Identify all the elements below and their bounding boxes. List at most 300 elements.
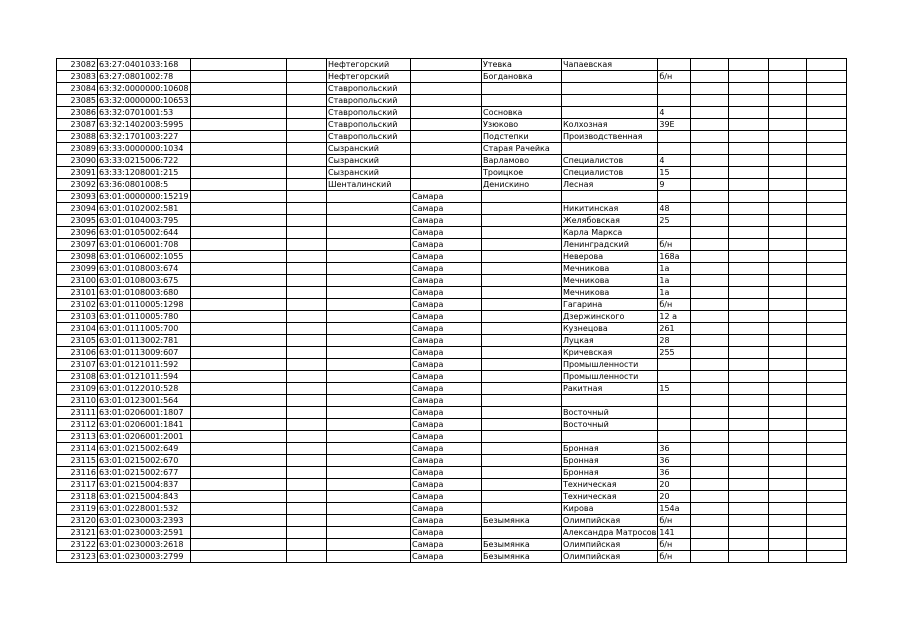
blank-cell bbox=[191, 491, 287, 503]
blank-cell bbox=[691, 95, 729, 107]
settlement-cell bbox=[482, 335, 562, 347]
district-cell bbox=[327, 275, 411, 287]
house-cell: 36 bbox=[658, 443, 691, 455]
blank-cell bbox=[287, 371, 327, 383]
blank-cell bbox=[287, 359, 327, 371]
row-number-cell: 23120 bbox=[57, 515, 98, 527]
blank-cell bbox=[191, 323, 287, 335]
settlement-cell bbox=[482, 347, 562, 359]
blank-cell bbox=[191, 239, 287, 251]
blank-cell bbox=[769, 215, 807, 227]
street-cell bbox=[562, 395, 658, 407]
district-cell bbox=[327, 455, 411, 467]
blank-cell bbox=[691, 143, 729, 155]
blank-cell bbox=[691, 227, 729, 239]
settlement-cell bbox=[482, 491, 562, 503]
street-cell bbox=[562, 431, 658, 443]
blank-cell bbox=[729, 539, 769, 551]
blank-cell bbox=[769, 479, 807, 491]
street-cell: Кричевская bbox=[562, 347, 658, 359]
city-cell bbox=[411, 143, 482, 155]
blank-cell bbox=[807, 191, 847, 203]
blank-cell bbox=[769, 551, 807, 563]
district-cell: Шенталинский bbox=[327, 179, 411, 191]
settlement-cell: Сосновка bbox=[482, 107, 562, 119]
blank-cell bbox=[729, 275, 769, 287]
row-number-cell: 23104 bbox=[57, 323, 98, 335]
blank-cell bbox=[769, 143, 807, 155]
blank-cell bbox=[807, 59, 847, 71]
city-cell: Самара bbox=[411, 479, 482, 491]
settlement-cell bbox=[482, 251, 562, 263]
blank-cell bbox=[287, 275, 327, 287]
blank-cell bbox=[691, 407, 729, 419]
table-row bbox=[57, 347, 847, 359]
blank-cell bbox=[729, 263, 769, 275]
cadastral-number-cell: 63:01:0104003:795 bbox=[98, 215, 191, 227]
blank-cell bbox=[287, 299, 327, 311]
blank-cell bbox=[691, 431, 729, 443]
house-cell bbox=[658, 95, 691, 107]
street-cell: Кузнецова bbox=[562, 323, 658, 335]
blank-cell bbox=[287, 455, 327, 467]
cadastral-number-cell: 63:33:0215006:722 bbox=[98, 155, 191, 167]
blank-cell bbox=[729, 527, 769, 539]
blank-cell bbox=[769, 323, 807, 335]
blank-cell bbox=[769, 155, 807, 167]
street-cell: Карла Маркса bbox=[562, 227, 658, 239]
blank-cell bbox=[287, 215, 327, 227]
blank-cell bbox=[191, 359, 287, 371]
blank-cell bbox=[807, 383, 847, 395]
table-row bbox=[57, 419, 847, 431]
blank-cell bbox=[287, 191, 327, 203]
blank-cell bbox=[691, 347, 729, 359]
cadastral-number-cell: 63:32:0000000:10608 bbox=[99, 84, 189, 93]
city-cell: Самара bbox=[411, 311, 482, 323]
street-cell: Ленинградский bbox=[562, 239, 658, 251]
blank-cell bbox=[769, 515, 807, 527]
cadastral-number-cell: 63:01:0102002:581 bbox=[98, 203, 191, 215]
table-row bbox=[57, 455, 847, 467]
blank-cell bbox=[191, 467, 287, 479]
street-cell: Кирова bbox=[562, 503, 658, 515]
street-cell: Специалистов bbox=[562, 155, 658, 167]
blank-cell bbox=[807, 467, 847, 479]
street-cell bbox=[562, 143, 658, 155]
blank-cell bbox=[729, 431, 769, 443]
house-cell bbox=[658, 359, 691, 371]
blank-cell bbox=[191, 299, 287, 311]
blank-cell bbox=[191, 335, 287, 347]
district-cell bbox=[327, 407, 411, 419]
house-cell: 1а bbox=[658, 263, 691, 275]
table-row bbox=[57, 383, 847, 395]
street-cell: Колхозная bbox=[562, 119, 658, 131]
row-number-cell: 23100 bbox=[57, 275, 98, 287]
blank-cell bbox=[807, 407, 847, 419]
row-number-cell: 23109 bbox=[57, 383, 98, 395]
district-cell: Сызранский bbox=[327, 167, 411, 179]
table-row bbox=[57, 95, 847, 107]
city-cell bbox=[411, 131, 482, 143]
blank-cell bbox=[807, 107, 847, 119]
city-cell: Самара bbox=[411, 443, 482, 455]
blank-cell bbox=[769, 383, 807, 395]
house-cell: 1а bbox=[658, 287, 691, 299]
settlement-cell bbox=[482, 323, 562, 335]
blank-cell bbox=[729, 95, 769, 107]
street-cell bbox=[562, 83, 658, 95]
district-cell bbox=[327, 347, 411, 359]
row-number-cell: 23114 bbox=[57, 443, 98, 455]
row-number-cell: 23099 bbox=[57, 263, 98, 275]
blank-cell bbox=[287, 95, 327, 107]
blank-cell bbox=[191, 395, 287, 407]
table-row bbox=[57, 191, 847, 203]
table-row bbox=[57, 275, 847, 287]
blank-cell bbox=[807, 251, 847, 263]
settlement-cell bbox=[482, 275, 562, 287]
blank-cell bbox=[287, 155, 327, 167]
house-cell: 12 а bbox=[658, 311, 691, 323]
blank-cell bbox=[191, 527, 287, 539]
house-cell: 20 bbox=[658, 491, 691, 503]
blank-cell bbox=[287, 143, 327, 155]
city-cell: Самара bbox=[411, 359, 482, 371]
table-row bbox=[57, 143, 847, 155]
blank-cell bbox=[691, 59, 729, 71]
table-row bbox=[57, 179, 847, 191]
table-row bbox=[57, 527, 847, 539]
house-cell bbox=[658, 407, 691, 419]
settlement-cell: Богдановка bbox=[482, 71, 562, 83]
table-body bbox=[57, 59, 847, 563]
blank-cell bbox=[807, 371, 847, 383]
blank-cell bbox=[807, 527, 847, 539]
blank-cell bbox=[691, 371, 729, 383]
district-cell bbox=[327, 323, 411, 335]
blank-cell bbox=[769, 71, 807, 83]
row-number-cell: 23098 bbox=[57, 251, 98, 263]
row-number-cell: 23082 bbox=[57, 59, 98, 71]
blank-cell bbox=[729, 107, 769, 119]
district-cell bbox=[327, 251, 411, 263]
street-cell: Промышленности bbox=[562, 359, 658, 371]
settlement-cell bbox=[482, 371, 562, 383]
street-cell: Александра Матросов bbox=[563, 528, 657, 537]
row-number-cell: 23123 bbox=[57, 551, 98, 563]
blank-cell bbox=[691, 479, 729, 491]
house-cell bbox=[658, 419, 691, 431]
city-cell: Самара bbox=[411, 539, 482, 551]
settlement-cell bbox=[482, 467, 562, 479]
table-row bbox=[57, 59, 847, 71]
street-cell: Олимпийская bbox=[562, 551, 658, 563]
house-cell: 1а bbox=[658, 275, 691, 287]
table-row bbox=[57, 71, 847, 83]
row-number-cell: 23096 bbox=[57, 227, 98, 239]
table-row bbox=[57, 311, 847, 323]
blank-cell bbox=[191, 155, 287, 167]
blank-cell bbox=[769, 131, 807, 143]
house-cell: б/н bbox=[658, 71, 691, 83]
blank-cell bbox=[287, 395, 327, 407]
blank-cell bbox=[807, 323, 847, 335]
blank-cell bbox=[191, 59, 287, 71]
cadastral-number-cell: 63:32:1402003:5995 bbox=[98, 119, 191, 131]
blank-cell bbox=[287, 59, 327, 71]
cadastral-number-cell: 63:01:0230003:2618 bbox=[98, 539, 191, 551]
blank-cell bbox=[287, 503, 327, 515]
settlement-cell bbox=[482, 299, 562, 311]
cadastral-number-cell: 63:01:0228001:532 bbox=[98, 503, 191, 515]
blank-cell bbox=[691, 191, 729, 203]
district-cell bbox=[327, 479, 411, 491]
blank-cell bbox=[769, 119, 807, 131]
city-cell bbox=[411, 59, 482, 71]
blank-cell bbox=[691, 251, 729, 263]
district-cell: Сызранский bbox=[327, 143, 411, 155]
street-cell: Техническая bbox=[562, 479, 658, 491]
table-row bbox=[57, 503, 847, 515]
blank-cell bbox=[287, 311, 327, 323]
city-cell: Самара bbox=[411, 395, 482, 407]
blank-cell bbox=[769, 227, 807, 239]
blank-cell bbox=[287, 383, 327, 395]
cadastral-number-cell: 63:01:0230003:2799 bbox=[98, 551, 191, 563]
table-row bbox=[57, 203, 847, 215]
settlement-cell: Узюково bbox=[482, 119, 562, 131]
blank-cell bbox=[769, 203, 807, 215]
cadastral-number-cell: 63:01:0110005:1298 bbox=[98, 299, 191, 311]
blank-cell bbox=[807, 263, 847, 275]
row-number-cell: 23117 bbox=[57, 479, 98, 491]
blank-cell bbox=[807, 479, 847, 491]
house-cell bbox=[658, 59, 691, 71]
blank-cell bbox=[807, 347, 847, 359]
blank-cell bbox=[691, 467, 729, 479]
district-cell: Ставропольский bbox=[327, 119, 411, 131]
blank-cell bbox=[807, 203, 847, 215]
district-cell bbox=[327, 227, 411, 239]
house-cell: 141 bbox=[658, 527, 691, 539]
blank-cell bbox=[769, 539, 807, 551]
blank-cell bbox=[807, 119, 847, 131]
settlement-cell: Безымянка bbox=[482, 551, 562, 563]
district-cell bbox=[327, 263, 411, 275]
blank-cell bbox=[287, 407, 327, 419]
table-row bbox=[57, 155, 847, 167]
blank-cell bbox=[191, 383, 287, 395]
blank-cell bbox=[769, 347, 807, 359]
cadastral-number-cell: 63:01:0108003:675 bbox=[98, 275, 191, 287]
settlement-cell bbox=[482, 95, 562, 107]
cadastral-number-cell: 63:27:0801002:78 bbox=[98, 71, 191, 83]
house-cell: 36 bbox=[658, 467, 691, 479]
district-cell bbox=[327, 335, 411, 347]
blank-cell bbox=[191, 347, 287, 359]
blank-cell bbox=[691, 167, 729, 179]
blank-cell bbox=[807, 443, 847, 455]
blank-cell bbox=[691, 71, 729, 83]
street-cell bbox=[562, 191, 658, 203]
cadastral-number-cell: 63:01:0108003:674 bbox=[98, 263, 191, 275]
blank-cell bbox=[287, 263, 327, 275]
cadastral-number-cell: 63:01:0113009:607 bbox=[98, 347, 191, 359]
blank-cell bbox=[807, 239, 847, 251]
blank-cell bbox=[191, 71, 287, 83]
blank-cell bbox=[769, 395, 807, 407]
house-cell: 25 bbox=[658, 215, 691, 227]
blank-cell bbox=[287, 527, 327, 539]
cadastral-number-cell: 63:01:0206001:2001 bbox=[98, 431, 191, 443]
row-number-cell: 23107 bbox=[57, 359, 98, 371]
cadastral-number-cell: 63:01:0105002:644 bbox=[98, 227, 191, 239]
table-row bbox=[57, 167, 847, 179]
house-cell: 15 bbox=[658, 167, 691, 179]
settlement-cell bbox=[482, 203, 562, 215]
city-cell: Самара bbox=[411, 251, 482, 263]
blank-cell bbox=[691, 551, 729, 563]
table-row bbox=[57, 323, 847, 335]
district-cell bbox=[327, 203, 411, 215]
street-cell: Никитинская bbox=[562, 203, 658, 215]
row-number-cell: 23121 bbox=[57, 527, 98, 539]
row-number-cell: 23085 bbox=[57, 95, 98, 107]
house-cell: 154а bbox=[658, 503, 691, 515]
blank-cell bbox=[287, 515, 327, 527]
row-number-cell: 23102 bbox=[57, 299, 98, 311]
blank-cell bbox=[191, 407, 287, 419]
blank-cell bbox=[691, 455, 729, 467]
city-cell: Самара bbox=[411, 419, 482, 431]
table-row bbox=[57, 83, 847, 95]
row-number-cell: 23088 bbox=[57, 131, 98, 143]
blank-cell bbox=[729, 503, 769, 515]
blank-cell bbox=[691, 263, 729, 275]
table-row bbox=[57, 215, 847, 227]
city-cell: Самара bbox=[411, 239, 482, 251]
house-cell bbox=[658, 395, 691, 407]
blank-cell bbox=[769, 83, 807, 95]
table-row bbox=[57, 431, 847, 443]
city-cell: Самара bbox=[411, 227, 482, 239]
blank-cell bbox=[729, 179, 769, 191]
city-cell: Самара bbox=[411, 287, 482, 299]
table-row bbox=[57, 359, 847, 371]
blank-cell bbox=[807, 275, 847, 287]
row-number-cell: 23092 bbox=[57, 179, 98, 191]
city-cell bbox=[411, 179, 482, 191]
table-row bbox=[57, 239, 847, 251]
blank-cell bbox=[691, 419, 729, 431]
cadastral-number-cell: 63:01:0106001:708 bbox=[98, 239, 191, 251]
district-cell bbox=[327, 419, 411, 431]
street-cell: Дзержинского bbox=[562, 311, 658, 323]
street-cell bbox=[562, 95, 658, 107]
blank-cell bbox=[729, 515, 769, 527]
settlement-cell: Старая Рачейка bbox=[482, 143, 562, 155]
blank-cell bbox=[807, 335, 847, 347]
blank-cell bbox=[191, 287, 287, 299]
row-number-cell: 23093 bbox=[57, 191, 98, 203]
cadastral-number-cell: 63:01:0230003:2591 bbox=[98, 527, 191, 539]
blank-cell bbox=[769, 167, 807, 179]
street-cell bbox=[562, 71, 658, 83]
blank-cell bbox=[729, 455, 769, 467]
blank-cell bbox=[807, 359, 847, 371]
blank-cell bbox=[769, 263, 807, 275]
blank-cell bbox=[691, 335, 729, 347]
blank-cell bbox=[769, 275, 807, 287]
blank-cell bbox=[691, 359, 729, 371]
blank-cell bbox=[807, 167, 847, 179]
blank-cell bbox=[807, 551, 847, 563]
cadastral-number-cell: 63:01:0106002:1055 bbox=[98, 251, 191, 263]
blank-cell bbox=[191, 191, 287, 203]
blank-cell bbox=[807, 83, 847, 95]
street-cell: Мечникова bbox=[562, 287, 658, 299]
blank-cell bbox=[287, 167, 327, 179]
blank-cell bbox=[769, 179, 807, 191]
settlement-cell: Безымянка bbox=[482, 515, 562, 527]
house-cell bbox=[658, 227, 691, 239]
city-cell: Самара bbox=[411, 275, 482, 287]
blank-cell bbox=[807, 491, 847, 503]
city-cell: Самара bbox=[411, 431, 482, 443]
city-cell bbox=[411, 107, 482, 119]
city-cell: Самара bbox=[411, 491, 482, 503]
district-cell: Ставропольский bbox=[327, 95, 411, 107]
cadastral-number-cell: 63:01:0111005:700 bbox=[98, 323, 191, 335]
row-number-cell: 23122 bbox=[57, 539, 98, 551]
row-number-cell: 23097 bbox=[57, 239, 98, 251]
blank-cell bbox=[191, 227, 287, 239]
blank-cell bbox=[691, 527, 729, 539]
cadastral-number-cell: 63:36:0801008:5 bbox=[98, 179, 191, 191]
row-number-cell: 23095 bbox=[57, 215, 98, 227]
blank-cell bbox=[287, 431, 327, 443]
blank-cell bbox=[807, 179, 847, 191]
blank-cell bbox=[691, 287, 729, 299]
city-cell: Самара bbox=[411, 191, 482, 203]
blank-cell bbox=[191, 455, 287, 467]
blank-cell bbox=[729, 395, 769, 407]
blank-cell bbox=[287, 107, 327, 119]
settlement-cell: Варламово bbox=[482, 155, 562, 167]
district-cell bbox=[327, 371, 411, 383]
blank-cell bbox=[287, 443, 327, 455]
house-cell: 15 bbox=[658, 383, 691, 395]
blank-cell bbox=[287, 551, 327, 563]
blank-cell bbox=[729, 155, 769, 167]
street-cell: Мечникова bbox=[562, 275, 658, 287]
blank-cell bbox=[691, 395, 729, 407]
blank-cell bbox=[729, 347, 769, 359]
city-cell: Самара bbox=[411, 467, 482, 479]
table-row bbox=[57, 491, 847, 503]
cadastral-number-cell: 63:01:0215002:670 bbox=[98, 455, 191, 467]
blank-cell bbox=[691, 119, 729, 131]
street-cell: Бронная bbox=[562, 443, 658, 455]
blank-cell bbox=[769, 59, 807, 71]
blank-cell bbox=[691, 539, 729, 551]
city-cell bbox=[411, 71, 482, 83]
blank-cell bbox=[729, 479, 769, 491]
house-cell bbox=[658, 191, 691, 203]
blank-cell bbox=[769, 491, 807, 503]
